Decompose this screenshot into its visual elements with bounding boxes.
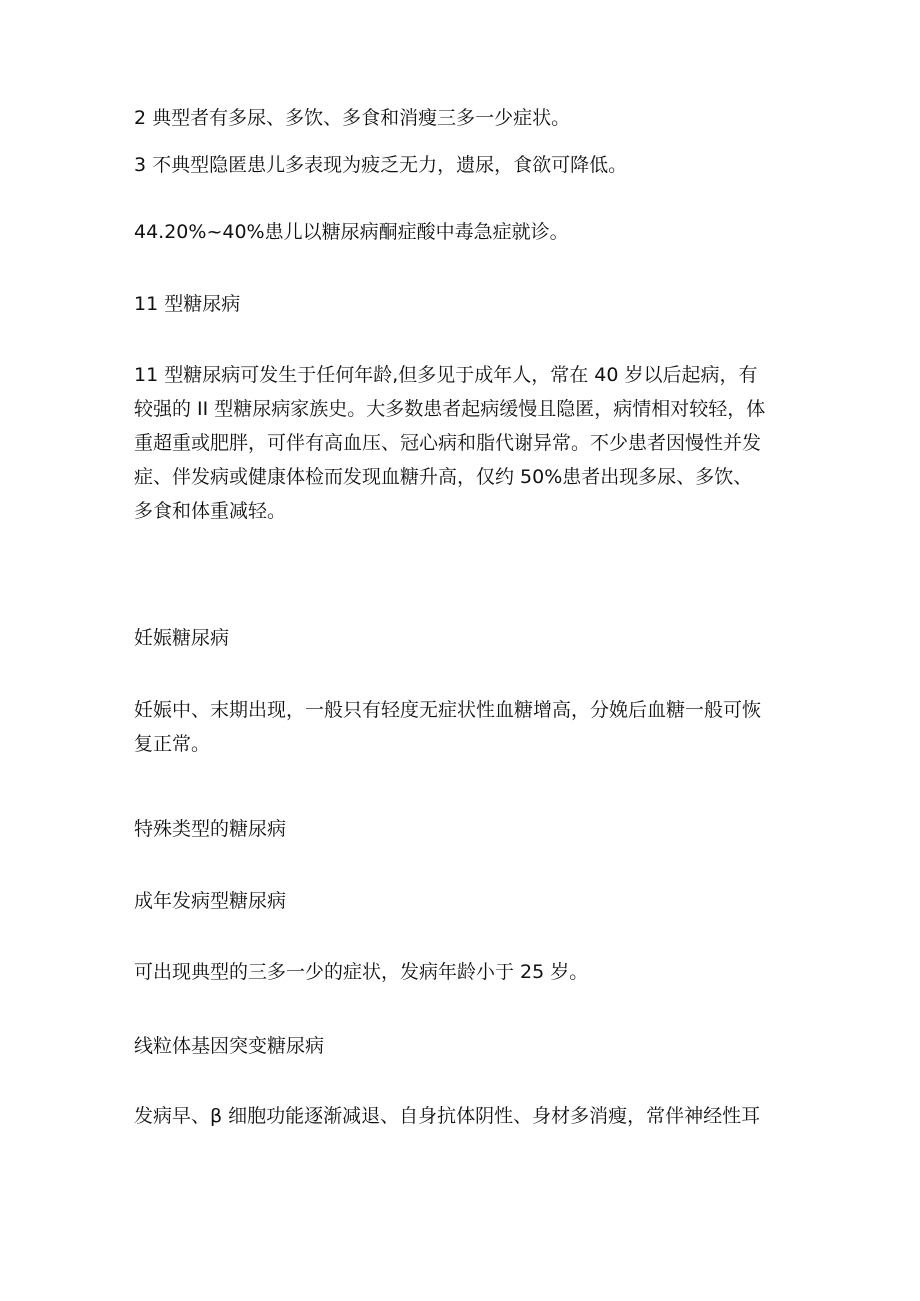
text-line: 2 典型者有多尿、多饮、多食和消瘦三多一少症状。 (134, 107, 571, 129)
paragraph-atypical-symptoms (134, 149, 790, 181)
heading-type-2-diabetes (134, 288, 790, 320)
text-line: 11 型糖尿病可发生于任何年龄,但多见于成年人，常在 40 岁以后起病，有 (134, 364, 758, 386)
text-line: 多食和体重减轻。 (134, 500, 287, 522)
paragraph-ketoacidosis (134, 216, 790, 248)
text-line: 特殊类型的糖尿病 (134, 818, 287, 840)
text-line: 症、伴发病或健康体检而发现血糖升高，仅约 50%患者出现多尿、多饮、 (134, 466, 753, 488)
text-line: 发病早、β 细胞功能逐渐减退、自身抗体阴性、身材多消瘦，常伴神经性耳 (134, 1105, 761, 1127)
paragraph-mody-description (134, 956, 790, 988)
text-line: 11 型糖尿病 (134, 293, 241, 315)
text-line: 成年发病型糖尿病 (134, 890, 287, 912)
text-line: 44.20%~40%患儿以糖尿病酮症酸中毒急症就诊。 (134, 221, 569, 243)
heading-mody (134, 885, 790, 917)
text-line: 妊娠中、末期出现，一般只有轻度无症状性血糖增高，分娩后血糖一般可恢 (134, 699, 762, 721)
paragraph-type-2-description (134, 358, 790, 528)
paragraph-gestational-description (134, 693, 790, 761)
text-line: 3 不典型隐匿患儿多表现为疲乏无力，遗尿，食欲可降低。 (134, 154, 628, 176)
text-line: 可出现典型的三多一少的症状，发病年龄小于 25 岁。 (134, 961, 589, 983)
text-line: 较强的 II 型糖尿病家族史。大多数患者起病缓慢且隐匿，病情相对较轻，体 (134, 398, 766, 420)
text-line: 重超重或肥胖，可伴有高血压、冠心病和脂代谢异常。不少患者因慢性并发 (134, 432, 762, 454)
paragraph-typical-symptoms (134, 102, 790, 134)
heading-gestational-diabetes (134, 622, 790, 654)
heading-mitochondrial-diabetes (134, 1030, 790, 1062)
text-line: 妊娠糖尿病 (134, 627, 230, 649)
heading-special-types (134, 813, 790, 845)
text-line: 线粒体基因突变糖尿病 (134, 1035, 325, 1057)
text-line: 复正常。 (134, 733, 211, 755)
paragraph-mitochondrial-description (134, 1100, 790, 1132)
